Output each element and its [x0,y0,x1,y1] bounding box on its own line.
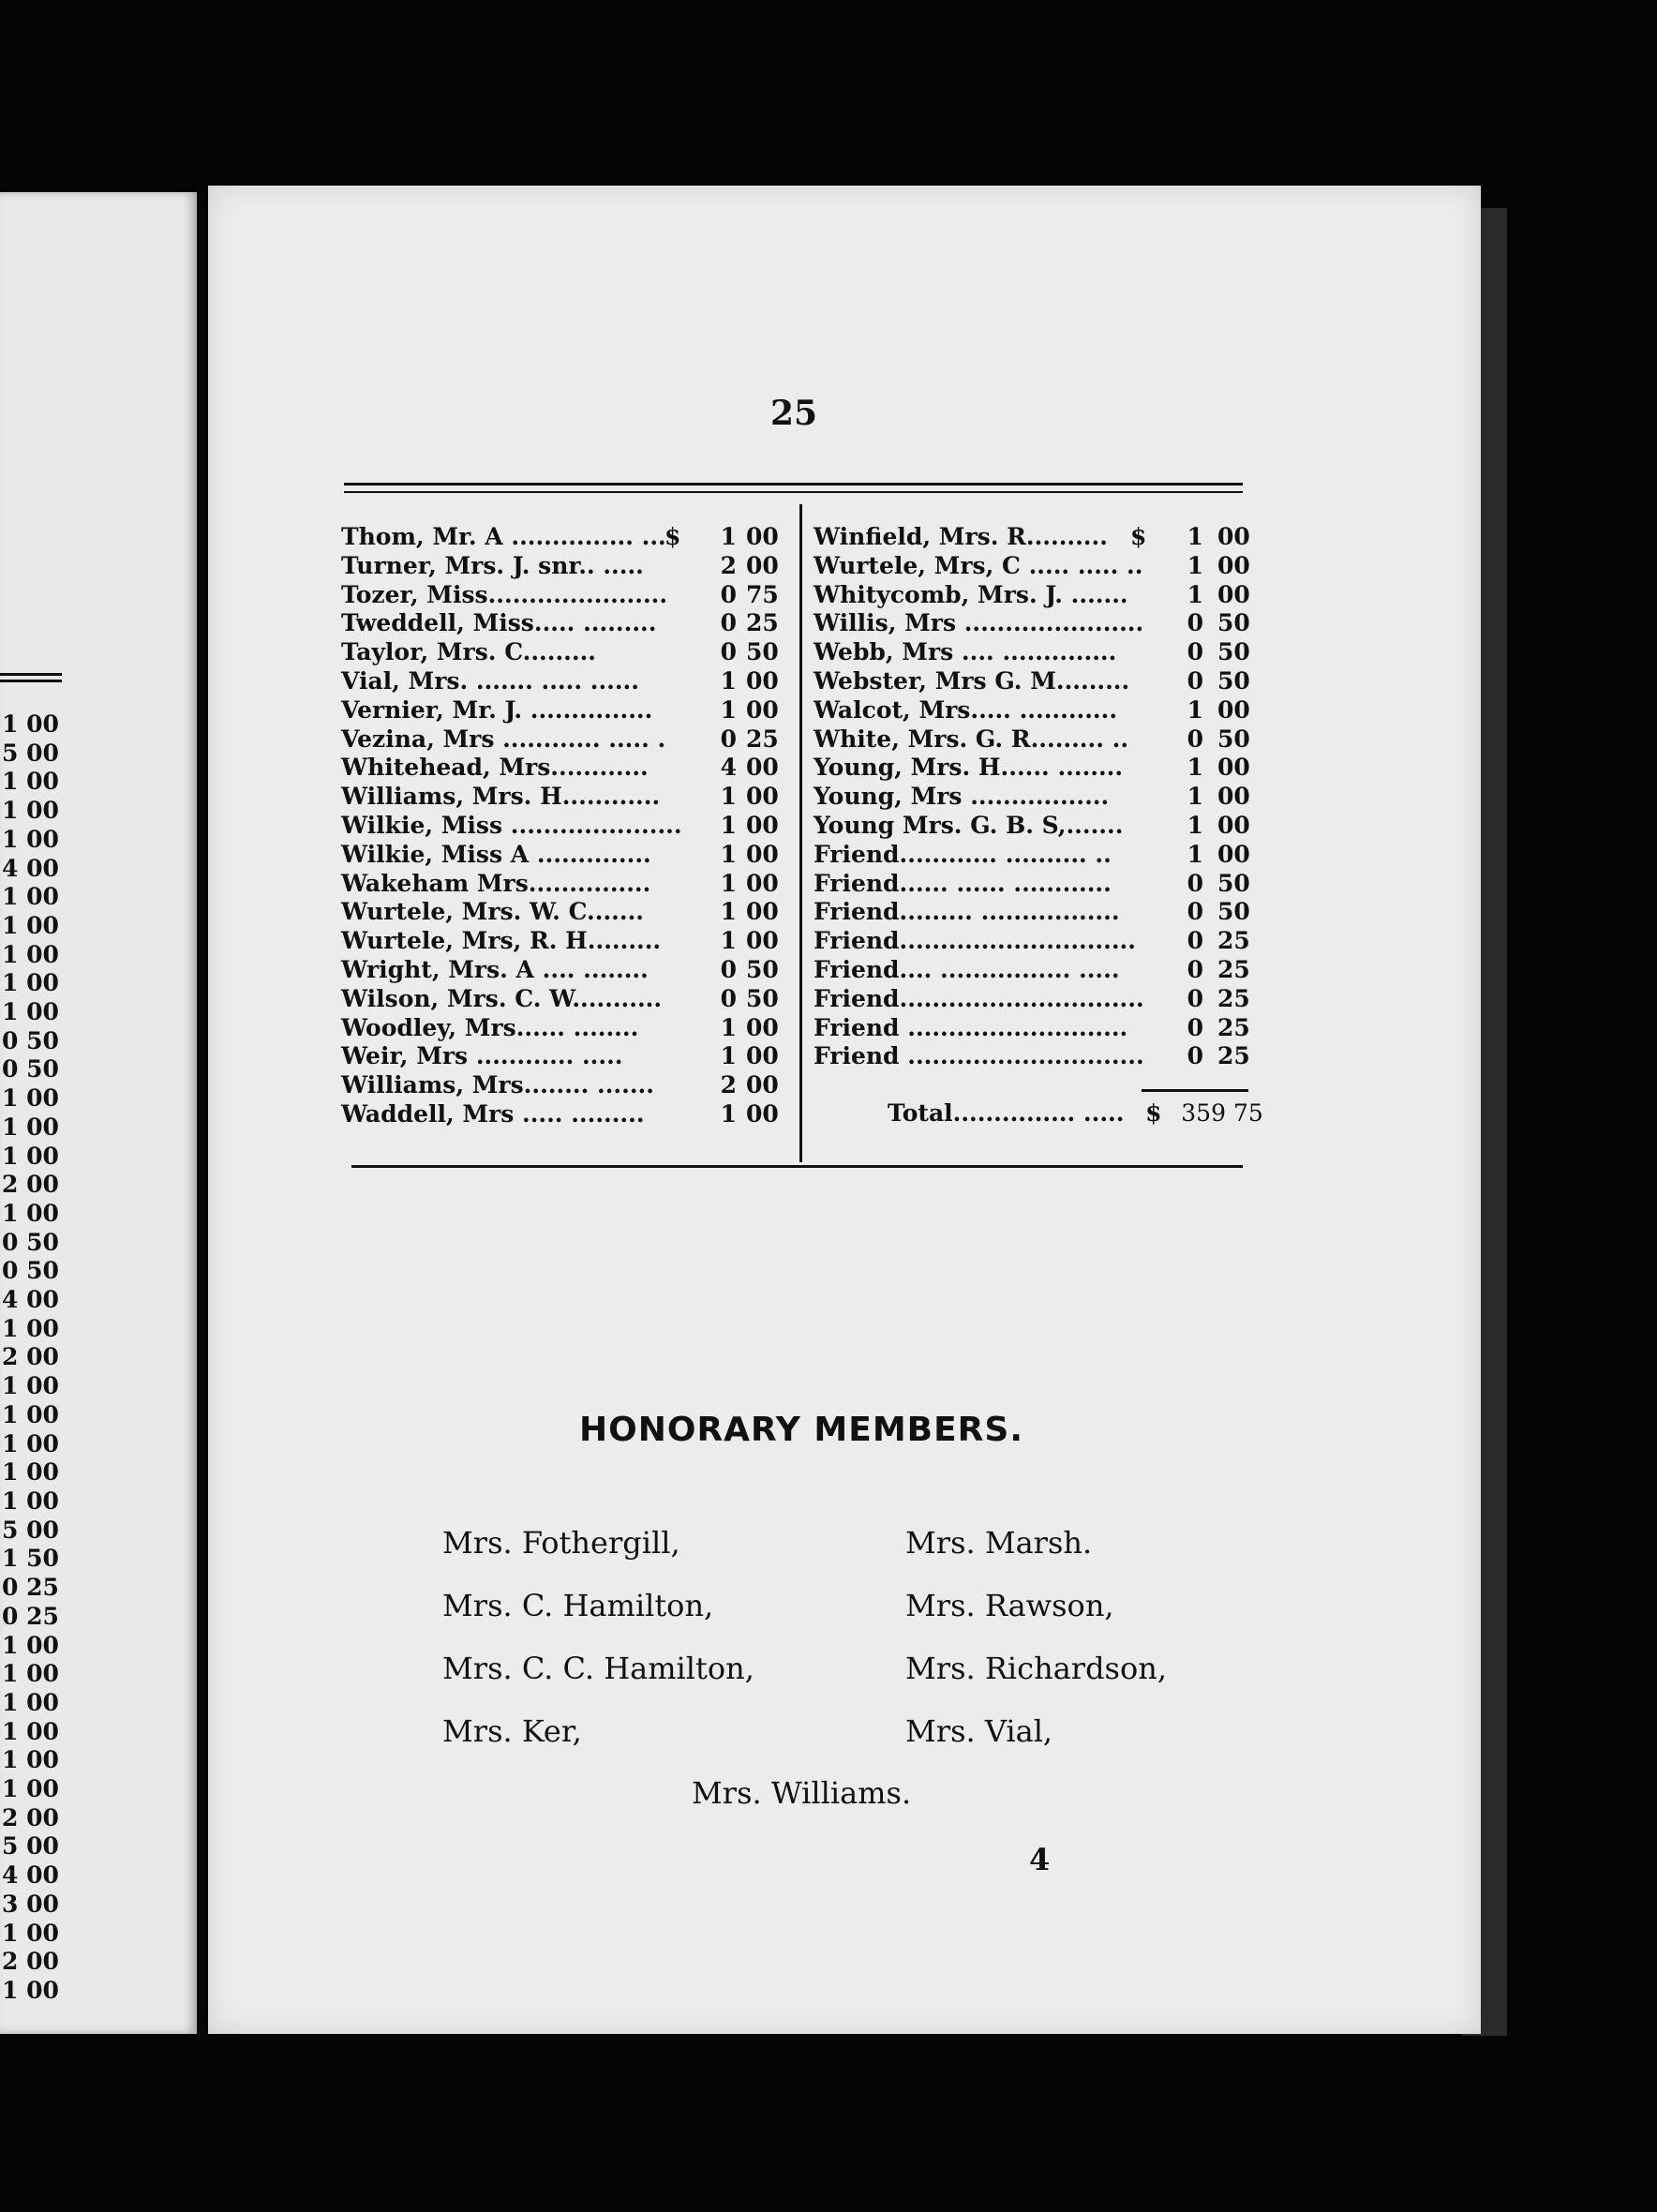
contributor-row [814,841,1254,870]
amount-cents: 00 [1217,811,1250,839]
amount-cents: 00 [1217,754,1250,782]
contributor-name: Weir, Mrs ............ ..... [341,1042,623,1070]
honorary-member: Mrs. Ker, [442,1713,582,1749]
left-page-amount: 1 00 [2,1487,59,1515]
contributor-row [814,1014,1254,1043]
contributor-row [341,812,782,841]
left-page-amount: 1 00 [2,1084,59,1113]
amount-cents: 50 [1217,725,1250,753]
contributor-name: Friend.............................. [814,984,1144,1012]
amount-dollars: 0 [1187,638,1203,666]
amount-cents: 00 [746,1071,779,1099]
left-page-amount: 1 00 [2,825,59,853]
left-page-amount: 4 00 [2,854,59,882]
contributor-row [341,870,782,899]
left-page-rule [0,673,62,676]
contributor-row [341,841,782,870]
amount-dollars: 1 [1187,840,1203,868]
amount-dollars: 1 [1187,695,1203,724]
left-page-amount: 0 50 [2,1026,59,1054]
contributor-name: Thom, Mr. A ............... ... [341,523,666,550]
amount-cents: 00 [746,898,779,926]
contributor-name: Waddell, Mrs ..... ......... [341,1099,645,1128]
left-page-amount: 1 00 [2,1314,59,1342]
contributor-row [814,667,1254,696]
amount-cents: 00 [746,1099,779,1128]
amount-cents: 50 [1217,898,1250,926]
amount-cents: 00 [1217,523,1250,550]
contributor-row [341,523,782,552]
left-page-amount: 1 00 [2,969,59,997]
contributor-name: Young, Mrs ................. [814,783,1110,811]
amount-dollars: 1 [720,898,737,926]
contributor-row [814,812,1254,841]
amount-cents: 50 [746,984,779,1012]
contributor-name: Friend............................. [814,927,1136,955]
left-page-amount: 1 50 [2,1545,59,1573]
amount-dollars: 1 [720,783,737,811]
amount-dollars: 1 [720,1042,737,1070]
amount-cents: 00 [746,840,779,868]
contributor-row [341,1042,782,1071]
left-page-amount: 5 00 [2,1516,59,1544]
amount-dollars: 1 [720,811,737,839]
column-divider [799,504,802,1162]
left-page-amount: 1 00 [2,883,59,911]
contributor-row [341,754,782,783]
contributor-name: Wilkie, Miss A .............. [341,840,651,868]
left-page-amounts [2,710,59,2006]
contributor-name: Wakeham Mrs............... [341,869,651,897]
contributor-name: Tweddell, Miss..... ......... [341,609,657,637]
amount-dollars: 1 [720,695,737,724]
contributor-row [341,1014,782,1043]
page-gutter [197,192,208,2034]
honorary-member: Mrs. C. C. Hamilton, [442,1651,754,1686]
honorary-member: Mrs. Rawson, [905,1588,1114,1623]
table-top-rule-thin [344,491,1243,493]
contributors-left-column [341,523,782,1129]
contributor-name: Williams, Mrs. H............ [341,783,661,811]
amount-dollars: 2 [720,1071,737,1099]
amount-dollars: 0 [1187,927,1203,955]
table-top-rule [344,483,1243,486]
contributor-row [814,552,1254,581]
contributor-row [341,696,782,725]
left-page-amount: 1 00 [2,1746,59,1774]
amount-cents: 00 [746,1013,779,1041]
amount-cents: 50 [1217,609,1250,637]
contributor-name: Vezina, Mrs ............ ..... . [341,725,666,753]
contributor-row [341,985,782,1014]
left-page-amount: 1 00 [2,1199,59,1227]
amount-dollars: 0 [720,638,737,666]
left-page-amount: 1 00 [2,1688,59,1716]
left-page-amount: 3 00 [2,1890,59,1918]
amount-dollars: 1 [720,1099,737,1128]
contributor-name: Wurtele, Mrs, R. H......... [341,927,662,955]
honorary-member: Mrs. Richardson, [905,1651,1168,1686]
contributor-name: Friend ........................... [814,1013,1128,1041]
left-page-amount: 1 00 [2,768,59,796]
left-page-amount: 1 00 [2,1976,59,2004]
contributor-name: Willis, Mrs ...................... [814,609,1144,637]
left-page-amount: 0 25 [2,1602,59,1630]
amount-dollars: 0 [720,609,737,637]
contributor-row [341,667,782,696]
amount-dollars: 0 [720,725,737,753]
contributor-row [341,956,782,985]
contributor-row [814,696,1254,725]
amount-cents: 00 [746,695,779,724]
amount-dollars: 0 [1187,955,1203,983]
contributor-row [814,783,1254,812]
left-page-amount: 1 00 [2,1458,59,1487]
amount-dollars: 1 [1187,551,1203,579]
contributor-row [341,1071,782,1100]
contributor-name: Friend.... ................ ..... [814,955,1120,983]
amount-cents: 50 [1217,666,1250,695]
amount-cents: 00 [1217,783,1250,811]
contributor-name: Wilkie, Miss ..................... [341,811,682,839]
left-page-amount: 2 00 [2,1948,59,1976]
contributor-name: Wright, Mrs. A .... ........ [341,955,649,983]
left-page-amount: 2 00 [2,1803,59,1831]
amount-cents: 50 [746,638,779,666]
contributor-name: Winfield, Mrs. R.......... [814,523,1108,550]
left-page-amount: 5 00 [2,739,59,767]
amount-cents: 00 [1217,580,1250,608]
left-page-amount: 4 00 [2,1861,59,1890]
contributor-row [814,985,1254,1014]
left-page-amount: 1 00 [2,1631,59,1659]
contributor-row [341,581,782,610]
left-page-fragment [0,192,197,2034]
amount-cents: 00 [1217,695,1250,724]
contributor-name: Walcot, Mrs..... ............ [814,695,1118,724]
contributor-row [814,609,1254,638]
amount-cents: 00 [1217,840,1250,868]
total-row [888,1099,1263,1127]
amount-cents: 00 [746,927,779,955]
amount-cents: 50 [1217,638,1250,666]
signature-mark: 4 [1029,1842,1051,1877]
left-page-amount: 1 00 [2,1919,59,1947]
contributor-name: Whitehead, Mrs............ [341,754,649,782]
amount-dollars: 0 [720,984,737,1012]
contributor-row [341,1100,782,1129]
amount-dollars: 0 [720,580,737,608]
contributor-row [814,1042,1254,1071]
amount-cents: 00 [746,869,779,897]
amount-dollars: 1 [1187,580,1203,608]
left-page-amount: 1 00 [2,998,59,1026]
left-page-rule [0,680,62,682]
left-page-amount: 1 00 [2,1113,59,1141]
amount-dollars: 0 [1187,984,1203,1012]
contributor-name: Webb, Mrs .... .............. [814,638,1117,666]
left-page-amount: 2 00 [2,1171,59,1199]
contributors-right-column [814,523,1254,1071]
contributor-row [814,898,1254,927]
contributor-name: Vernier, Mr. J. ............... [341,695,653,724]
contributor-name: White, Mrs. G. R......... .. [814,725,1129,753]
dollar-sign: $ [664,523,681,550]
amount-cents: 25 [1217,927,1250,955]
amount-dollars: 1 [720,927,737,955]
contributor-name: Young Mrs. G. B. S,....... [814,811,1124,839]
contributor-name: Friend......... ................. [814,898,1120,926]
left-page-amount: 1 00 [2,1429,59,1457]
amount-dollars: 0 [1187,609,1203,637]
amount-dollars: 2 [720,551,737,579]
amount-cents: 00 [746,754,779,782]
amount-dollars: 0 [1187,869,1203,897]
honorary-member: Mrs. Vial, [905,1713,1053,1749]
left-page-amount: 0 50 [2,1257,59,1285]
left-page-amount: 1 00 [2,1717,59,1745]
amount-cents: 00 [746,551,779,579]
amount-cents: 00 [1217,551,1250,579]
total-label: Total............... ..... [888,1099,1125,1127]
contributor-row [814,581,1254,610]
amount-dollars: 0 [1187,898,1203,926]
left-page-amount: 1 00 [2,1660,59,1688]
contributor-row [814,638,1254,667]
contributor-name: Wilson, Mrs. C. W........... [341,984,663,1012]
total-amount: 359 75 [1181,1099,1263,1127]
left-page-amount: 1 00 [2,911,59,939]
left-page-amount: 1 00 [2,1142,59,1170]
contributor-name: Webster, Mrs G. M......... [814,666,1130,695]
amount-cents: 00 [746,523,779,550]
left-page-amount: 0 50 [2,1228,59,1256]
left-page-amount: 1 00 [2,1775,59,1803]
dollar-sign: $ [1130,523,1147,550]
table-bottom-rule [351,1165,1243,1168]
contributor-name: Taylor, Mrs. C......... [341,638,596,666]
amount-dollars: 1 [720,666,737,695]
amount-dollars: 0 [1187,1042,1203,1070]
amount-dollars: 1 [720,523,737,550]
contributor-row [341,638,782,667]
amount-cents: 75 [746,580,779,608]
amount-cents: 50 [746,955,779,983]
contributor-name: Tozer, Miss...................... [341,580,668,608]
total-dollar: $ [1145,1099,1162,1127]
amount-dollars: 1 [1187,811,1203,839]
contributor-row [341,725,782,755]
honorary-members-title: HONORARY MEMBERS. [579,1411,1023,1449]
contributor-row [814,870,1254,899]
amount-cents: 25 [1217,984,1250,1012]
left-page-amount: 1 00 [2,1400,59,1428]
left-page-amount: 1 00 [2,940,59,968]
contributor-name: Wurtele, Mrs. W. C....... [341,898,644,926]
amount-cents: 50 [1217,869,1250,897]
contributor-name: Vial, Mrs. ....... ..... ...... [341,666,639,695]
left-page-amount: 4 00 [2,1286,59,1314]
honorary-member: Mrs. Fothergill, [442,1525,680,1561]
contributor-name: Friend...... ...... ............ [814,869,1112,897]
amount-cents: 00 [746,1042,779,1070]
total-underline [1142,1089,1248,1092]
amount-dollars: 1 [1187,754,1203,782]
contributor-name: Friend............ .......... .. [814,840,1112,868]
page-number: 25 [770,394,818,433]
amount-dollars: 1 [1187,523,1203,550]
amount-dollars: 1 [720,869,737,897]
left-page-amount: 0 25 [2,1574,59,1602]
left-page-amount: 0 50 [2,1055,59,1084]
amount-dollars: 1 [720,840,737,868]
left-page-amount: 1 00 [2,797,59,825]
contributor-row [341,898,782,927]
contributor-name: Young, Mrs. H...... ........ [814,754,1124,782]
amount-cents: 25 [1217,1042,1250,1070]
contributor-name: Woodley, Mrs...... ........ [341,1013,639,1041]
amount-cents: 25 [1217,955,1250,983]
amount-cents: 25 [1217,1013,1250,1041]
amount-dollars: 4 [720,754,737,782]
amount-dollars: 0 [1187,666,1203,695]
amount-cents: 00 [746,783,779,811]
left-page-amount: 1 00 [2,1372,59,1400]
amount-dollars: 1 [720,1013,737,1041]
contributor-name: Wurtele, Mrs, C ..... ..... .. [814,551,1143,579]
amount-dollars: 0 [720,955,737,983]
contributor-row [341,609,782,638]
honorary-member: Mrs. Marsh. [905,1525,1093,1561]
amount-dollars: 0 [1187,1013,1203,1041]
honorary-member: Mrs. Williams. [692,1775,912,1811]
contributor-row [341,927,782,956]
amount-cents: 25 [746,725,779,753]
contributor-row [814,927,1254,956]
left-page-amount: 1 00 [2,710,59,738]
left-page-amount: 2 00 [2,1343,59,1371]
contributor-name: Williams, Mrs........ ....... [341,1071,654,1099]
contributor-row [341,783,782,812]
left-page-amount: 5 00 [2,1832,59,1861]
contributor-name: Turner, Mrs. J. snr.. ..... [341,551,644,579]
contributor-name: Friend ............................. [814,1042,1144,1070]
contributor-name: Whitycomb, Mrs. J. ....... [814,580,1128,608]
contributor-row [814,754,1254,783]
contributor-row [814,956,1254,985]
amount-dollars: 0 [1187,725,1203,753]
amount-cents: 00 [746,811,779,839]
contributor-row [814,523,1254,552]
honorary-member: Mrs. C. Hamilton, [442,1588,714,1623]
contributor-row [341,552,782,581]
amount-cents: 00 [746,666,779,695]
contributor-row [814,725,1254,755]
amount-cents: 25 [746,609,779,637]
amount-dollars: 1 [1187,783,1203,811]
